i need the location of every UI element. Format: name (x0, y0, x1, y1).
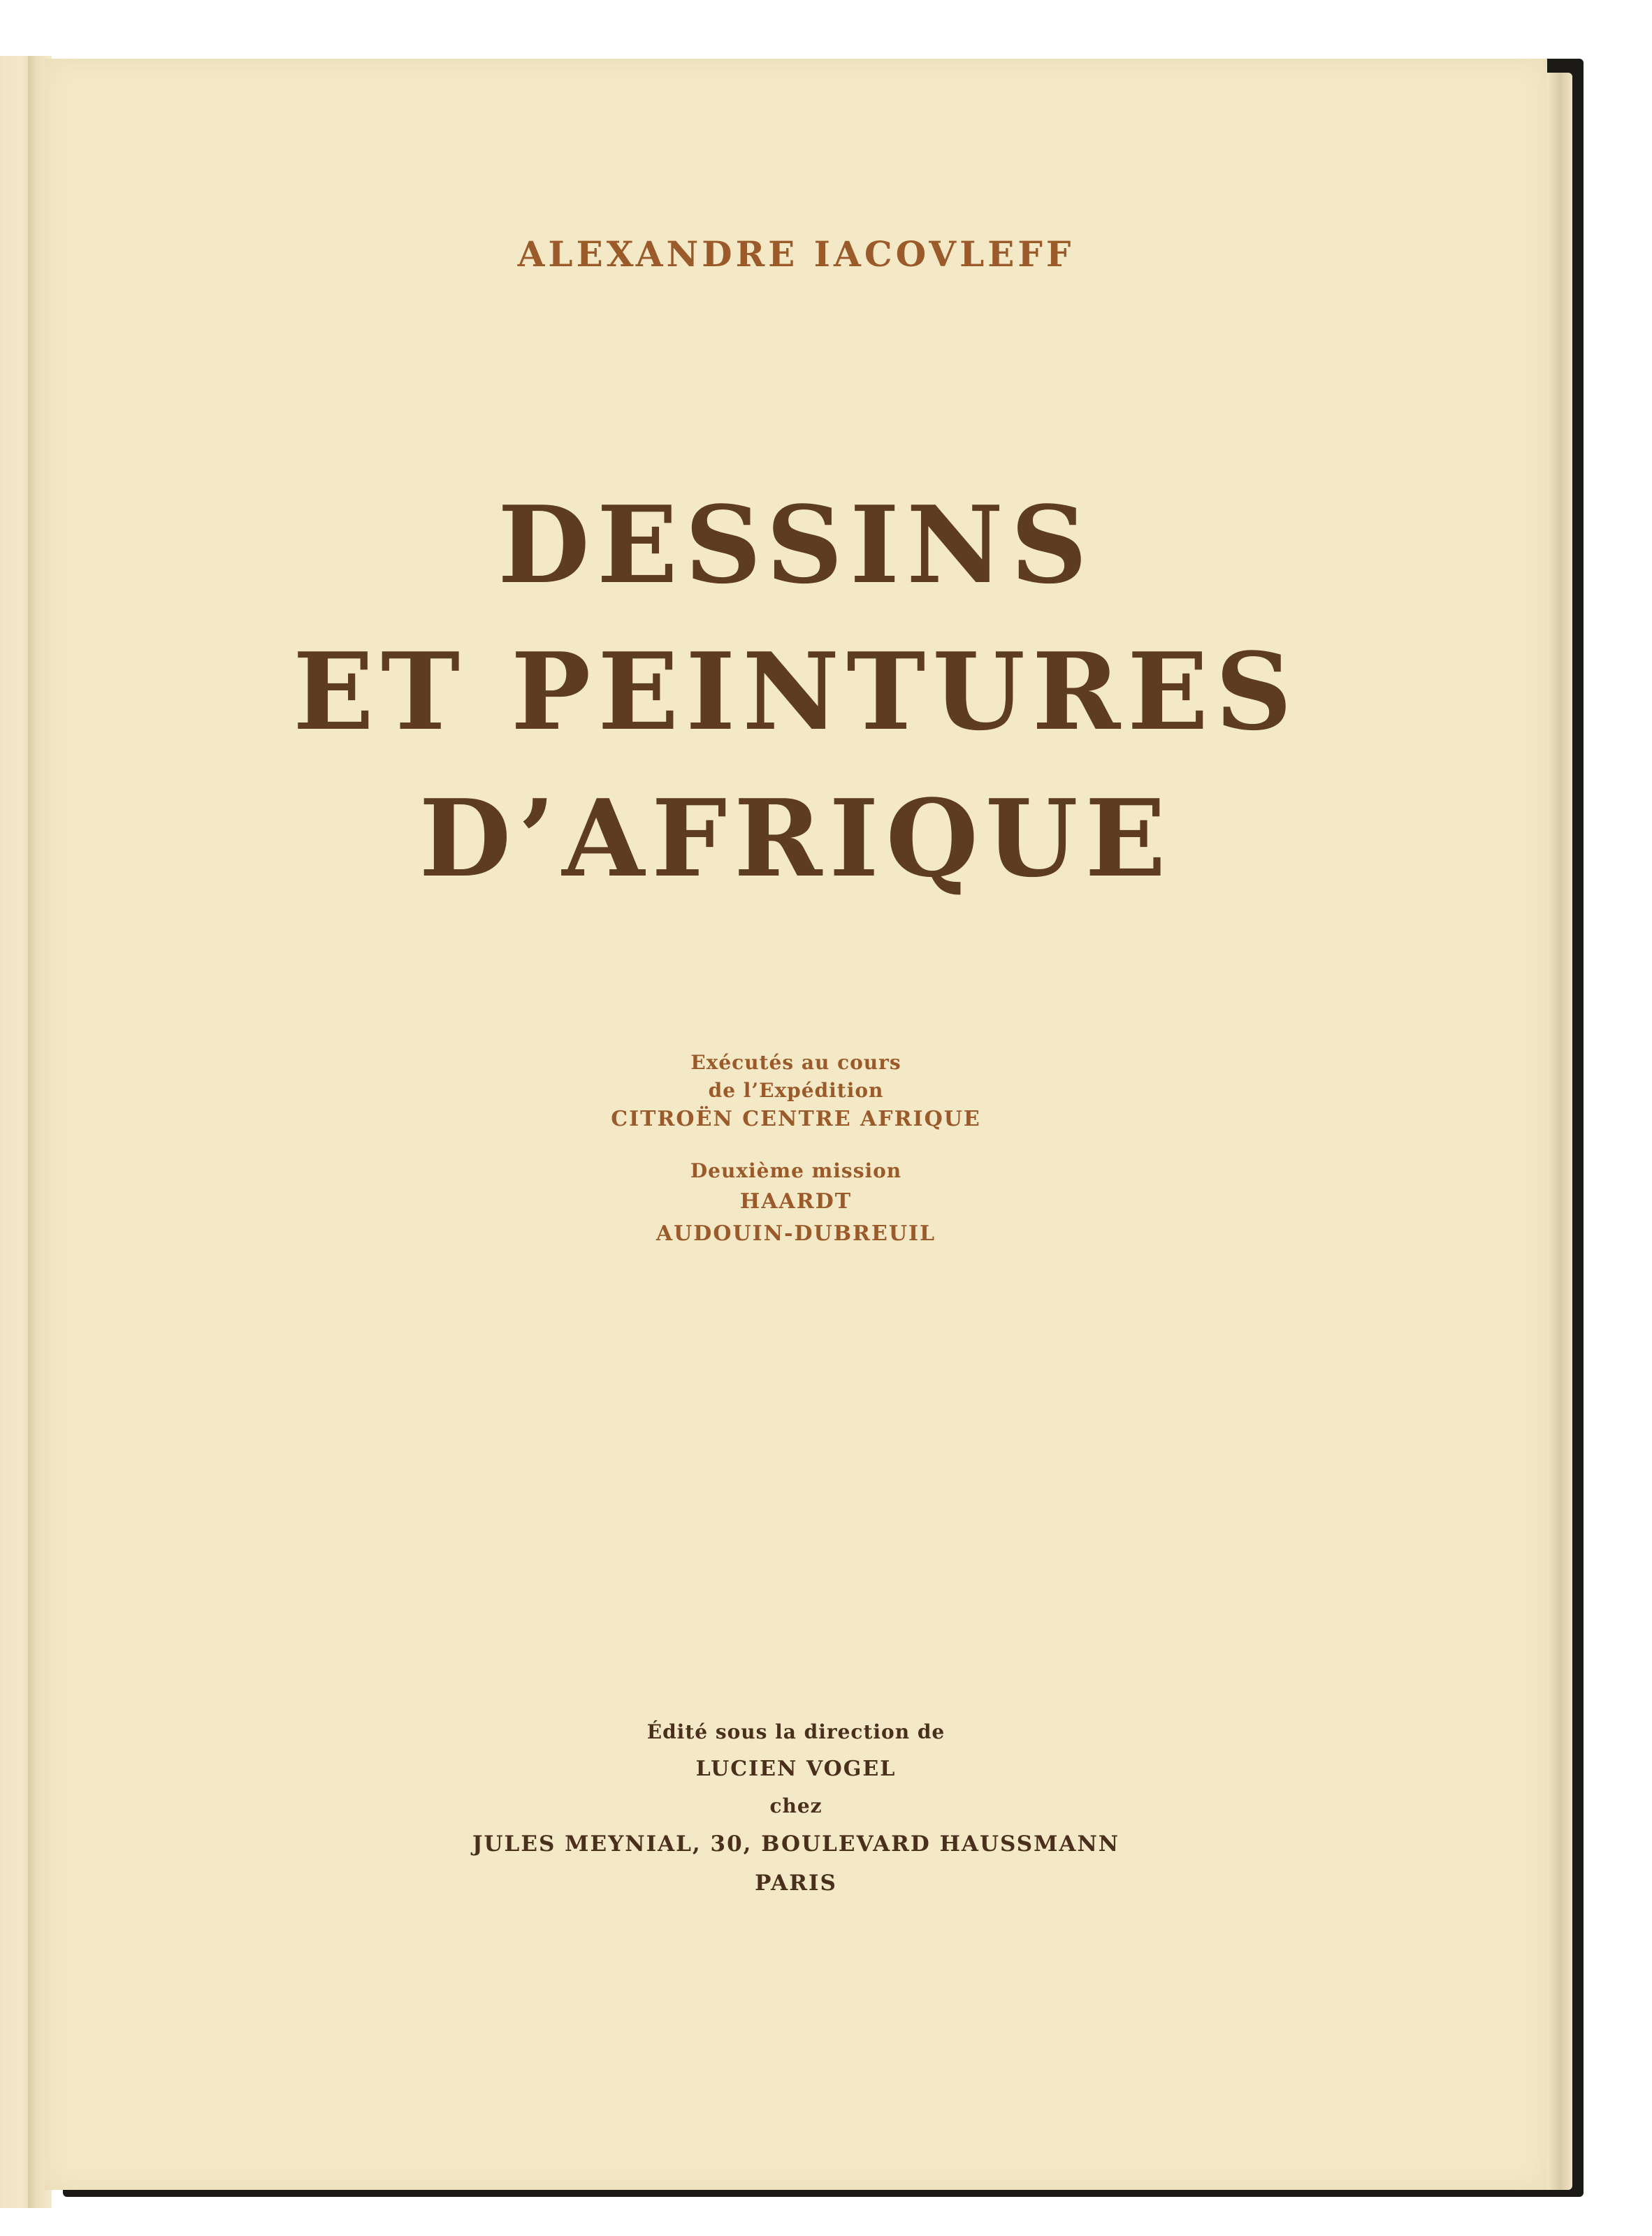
mission-leader-1: HAARDT (739, 1189, 853, 1214)
title-page (45, 59, 1547, 2190)
mission-leader-2: AUDOUIN-DUBREUIL (655, 1221, 936, 1246)
publisher-credit: Édité sous la direction de (646, 1720, 945, 1743)
title-line-2: ET PEINTURES (293, 629, 1299, 754)
publisher-city: PARIS (755, 1871, 837, 1896)
expedition-line-1: Exécutés au cours (690, 1051, 901, 1074)
publisher-address: JULES MEYNIAL, 30, BOULEVARD HAUSSMANN (472, 1831, 1120, 1857)
expedition-line-2: de l’Expédition (708, 1079, 884, 1102)
author-name: ALEXANDRE IACOVLEFF (517, 233, 1075, 275)
publisher-chez: chez (769, 1794, 823, 1817)
editor-name: LUCIEN VOGEL (695, 1757, 897, 1781)
expedition-name: CITROËN CENTRE AFRIQUE (611, 1107, 981, 1131)
title-line-3: D’AFRIQUE (419, 776, 1173, 901)
mission-label: Deuxième mission (690, 1159, 902, 1182)
title-line-1: DESSINS (498, 482, 1094, 607)
left-facing-page (0, 56, 31, 2208)
